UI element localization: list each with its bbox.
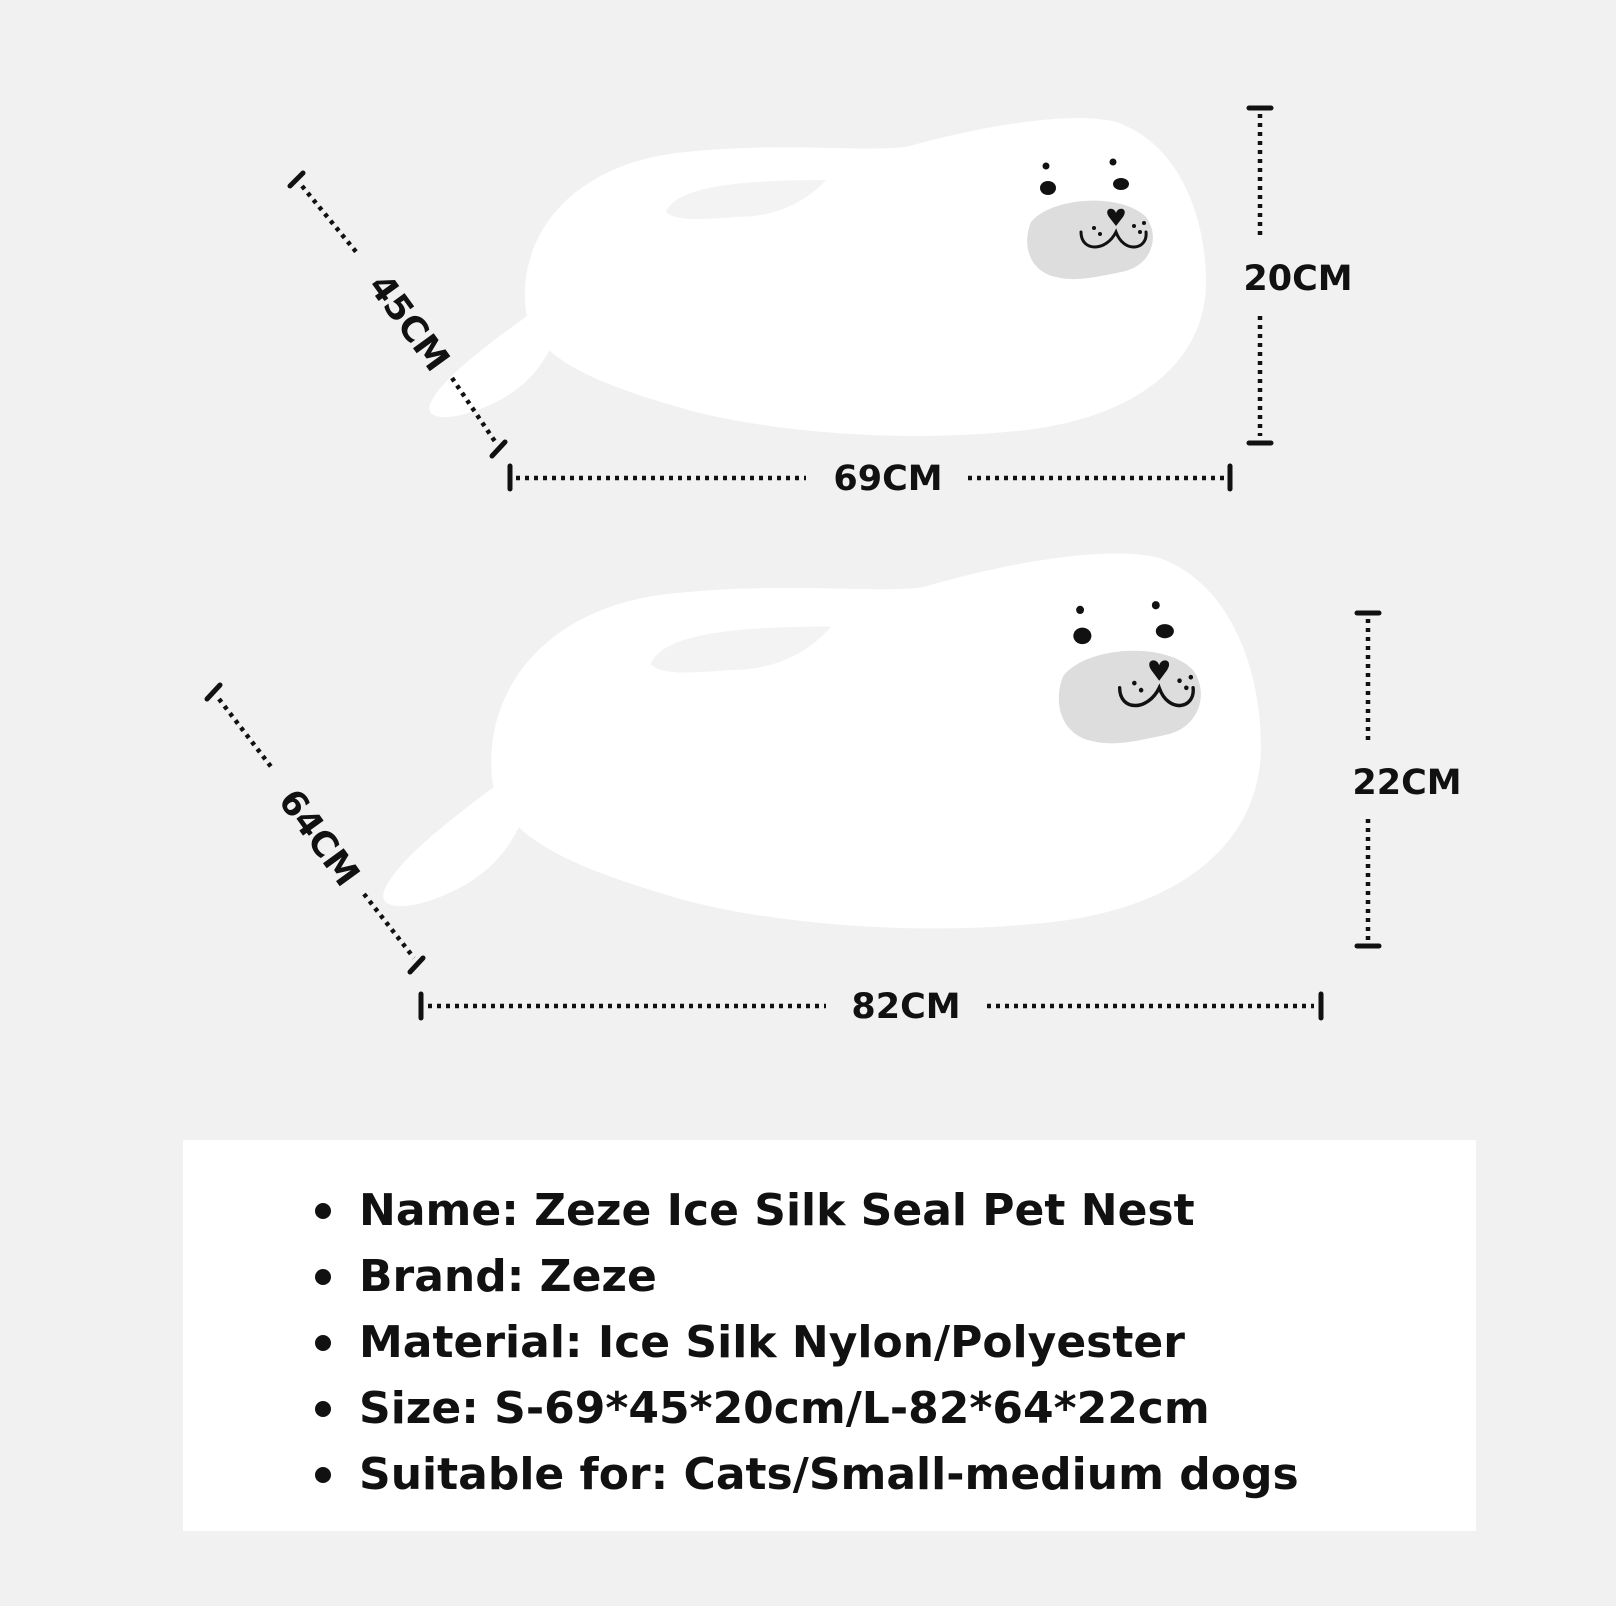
dim-small-height <box>1243 108 1352 443</box>
small-depth-label: 45CM <box>360 267 457 380</box>
large-depth-label: 64CM <box>270 782 367 895</box>
specs-panel <box>183 1140 1476 1531</box>
seal-large <box>383 553 1261 928</box>
small-height-label: 20CM <box>1243 259 1353 299</box>
specs-list <box>315 1178 1476 1508</box>
spec-suitable-for: Suitable for: Cats/Small-medium dogs <box>315 1442 1476 1508</box>
large-height-label: 22CM <box>1352 763 1462 803</box>
dim-large-length <box>421 987 1321 1027</box>
spec-brand: Brand: Zeze <box>315 1244 1476 1310</box>
spec-material: Material: Ice Silk Nylon/Polyester <box>315 1310 1476 1376</box>
dim-small-depth <box>290 173 505 456</box>
seal-small <box>429 118 1206 436</box>
large-length-label: 82CM <box>851 987 961 1027</box>
dim-small-length <box>510 459 1230 499</box>
small-length-label: 69CM <box>833 459 943 499</box>
spec-name: Name: Zeze Ice Silk Seal Pet Nest <box>315 1178 1476 1244</box>
spec-size: Size: S-69*45*20cm/L-82*64*22cm <box>315 1376 1476 1442</box>
dim-large-depth <box>207 685 423 972</box>
dim-large-height <box>1352 613 1461 946</box>
